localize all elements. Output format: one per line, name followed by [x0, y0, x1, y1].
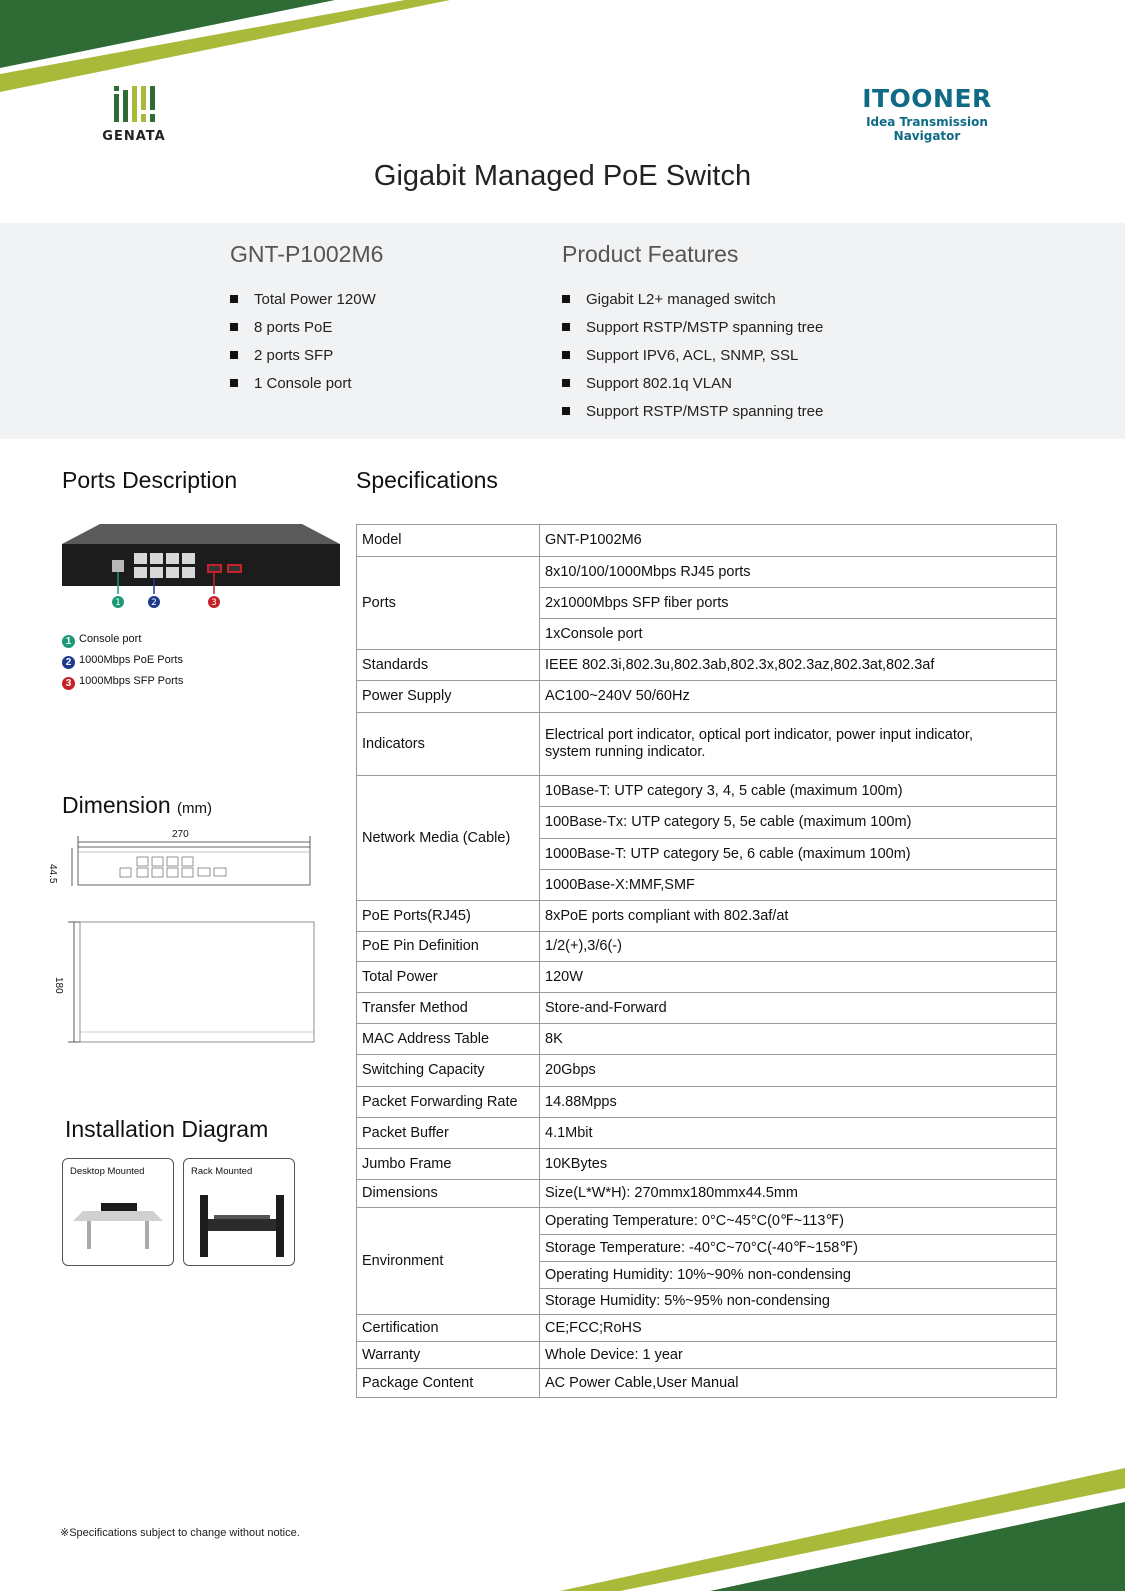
itooner-wordmark: ITOONER: [862, 84, 992, 113]
list-item: 8 ports PoE: [230, 314, 383, 342]
table-row: 1000Base-X:MMF,SMF: [357, 870, 1057, 901]
features-bullet-list: [562, 286, 823, 426]
dimension-unit: (mm): [177, 800, 213, 817]
table-row: Network Media (Cable) 10Base-T: UTP category 3, 4, 5 cable (maximum 100m): [357, 776, 1057, 807]
list-item: 1 Console port: [230, 370, 383, 398]
table-row: Jumbo Frame 10KBytes: [357, 1149, 1057, 1180]
genata-wordmark: GENATA: [102, 129, 166, 144]
rack-mounted-label: Rack Mounted: [191, 1166, 253, 1177]
desktop-mount-icon: [71, 1191, 165, 1253]
model-bullet-list: [230, 286, 383, 398]
legend-num-icon: 1: [62, 635, 75, 648]
footer-note: ※Specifications subject to change without notice.: [60, 1527, 300, 1539]
table-row: Dimensions Size(L*W*H): 270mmx180mmx44.5mm: [357, 1180, 1057, 1208]
table-row: MAC Address Table 8K: [357, 1024, 1057, 1055]
bullet-icon: [562, 407, 570, 415]
table-row: Standards IEEE 802.3i,802.3u,802.3ab,802.3x,802.3az,802.3at,802.3af: [357, 650, 1057, 681]
table-row: 2x1000Mbps SFP fiber ports: [357, 588, 1057, 619]
table-row: 1xConsole port: [357, 619, 1057, 650]
bullet-icon: [230, 379, 238, 387]
dimension-depth-label: 180: [53, 977, 64, 994]
svg-text:2: 2: [151, 598, 157, 608]
bullet-icon: [230, 295, 238, 303]
table-row: Environment Operating Temperature: 0°C~45°C(0℉~113℉): [357, 1208, 1057, 1235]
list-item: 2 ports SFP: [230, 342, 383, 370]
table-row: 100Base-Tx: UTP category 5, 5e cable (maximum 100m): [357, 807, 1057, 839]
genata-logo-icon: [112, 84, 156, 122]
switch-front-dimension-drawing: [62, 830, 322, 892]
list-item: Support IPV6, ACL, SNMP, SSL: [562, 342, 823, 370]
table-row: Warranty Whole Device: 1 year: [357, 1342, 1057, 1369]
bullet-icon: [562, 323, 570, 331]
bullet-icon: [562, 379, 570, 387]
table-row: Switching Capacity 20Gbps: [357, 1055, 1057, 1087]
table-row: 1000Base-T: UTP category 5e, 6 cable (maximum 100m): [357, 839, 1057, 870]
table-row: Operating Humidity: 10%~90% non-condensing: [357, 1262, 1057, 1289]
table-row: Ports 8x10/100/1000Mbps RJ45 ports: [357, 557, 1057, 588]
table-row: Transfer Method Store-and-Forward: [357, 993, 1057, 1024]
model-heading: GNT-P1002M6: [230, 241, 384, 267]
itooner-logo: [832, 84, 1022, 143]
table-row: Model GNT-P1002M6: [357, 525, 1057, 557]
legend-num-icon: 2: [62, 656, 75, 669]
table-row: Indicators Electrical port indicator, optical port indicator, power input indicator, system running indicator.: [357, 713, 1057, 776]
genata-logo: [98, 84, 170, 144]
legend-item-console: 1 Console port: [62, 632, 183, 653]
svg-text:1: 1: [115, 598, 121, 608]
bullet-icon: [230, 323, 238, 331]
bullet-icon: [230, 351, 238, 359]
list-item: Support RSTP/MSTP spanning tree: [562, 398, 823, 426]
specifications-heading: Specifications: [356, 467, 498, 493]
table-row: Storage Humidity: 5%~95% non-condensing: [357, 1289, 1057, 1315]
dimension-width-label: 270: [172, 829, 189, 840]
installation-heading: Installation Diagram: [65, 1116, 269, 1142]
legend-item-sfp: 3 1000Mbps SFP Ports: [62, 674, 183, 695]
list-item: Support 802.1q VLAN: [562, 370, 823, 398]
list-item: Gigabit L2+ managed switch: [562, 286, 823, 314]
legend-item-poe: 2 1000Mbps PoE Ports: [62, 653, 183, 674]
list-item: Total Power 120W: [230, 286, 383, 314]
table-row: PoE Ports(RJ45) 8xPoE ports compliant with 802.3af/at: [357, 901, 1057, 932]
bullet-icon: [562, 351, 570, 359]
table-row: Package Content AC Power Cable,User Manual: [357, 1369, 1057, 1398]
dimension-height-label: 44.5: [47, 864, 58, 884]
rack-mounted-card: [183, 1158, 295, 1266]
dimension-heading: Dimension (mm): [62, 792, 213, 818]
table-row: PoE Pin Definition 1/2(+),3/6(-): [357, 932, 1057, 962]
switch-front-panel-image: [62, 524, 342, 612]
model-column: [230, 241, 383, 398]
specifications-table: [356, 524, 1057, 1398]
table-row: Power Supply AC100~240V 50/60Hz: [357, 681, 1057, 713]
legend-num-icon: 3: [62, 677, 75, 690]
table-row: Packet Forwarding Rate 14.88Mpps: [357, 1087, 1057, 1118]
page-title: Gigabit Managed PoE Switch: [373, 160, 752, 192]
table-row: Certification CE;FCC;RoHS: [357, 1315, 1057, 1342]
itooner-tagline: Idea Transmission Navigator: [866, 115, 988, 143]
desktop-mounted-label: Desktop Mounted: [70, 1166, 145, 1177]
rack-mount-icon: [194, 1191, 286, 1259]
ports-heading: Ports Description: [62, 467, 238, 493]
table-row: Packet Buffer 4.1Mbit: [357, 1118, 1057, 1149]
svg-text:3: 3: [211, 598, 217, 608]
desktop-mounted-card: [62, 1158, 174, 1266]
list-item: Support RSTP/MSTP spanning tree: [562, 314, 823, 342]
features-column: [562, 241, 823, 426]
ports-legend: [62, 632, 183, 695]
features-heading: Product Features: [562, 241, 739, 267]
table-row: Total Power 120W: [357, 962, 1057, 993]
bullet-icon: [562, 295, 570, 303]
table-row: Storage Temperature: -40°C~70°C(-40℉~158℉): [357, 1235, 1057, 1262]
switch-top-dimension-drawing: [62, 920, 322, 1046]
